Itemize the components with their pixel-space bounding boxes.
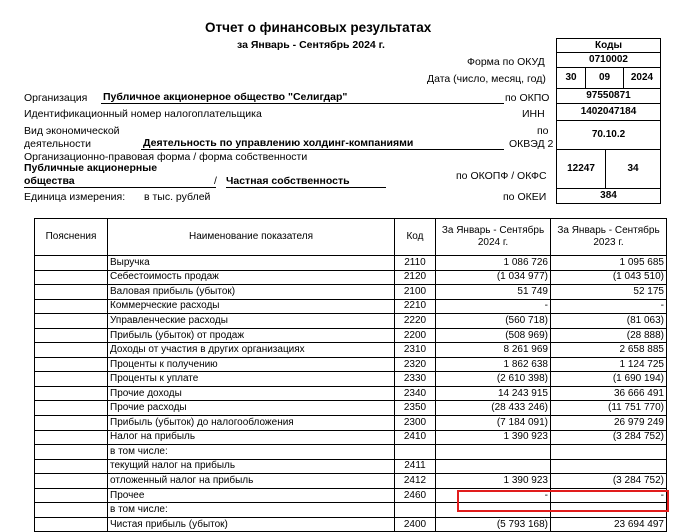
activity-label-1: Вид экономической xyxy=(24,125,120,137)
value-2023: (1 690 194) xyxy=(551,372,667,387)
indicator-name: Прочее xyxy=(108,488,395,503)
indicator-code: 2400 xyxy=(395,517,436,532)
value-2023: 36 666 491 xyxy=(551,386,667,401)
indicator-code: 2100 xyxy=(395,285,436,300)
col-code: Код xyxy=(395,219,436,256)
notes-cell xyxy=(35,517,108,532)
okud-value: 0710002 xyxy=(556,52,661,68)
indicator-name: Проценты к получению xyxy=(108,357,395,372)
indicator-name: Прочие расходы xyxy=(108,401,395,416)
okpo-value: 97550871 xyxy=(556,88,661,104)
indicator-code: 2210 xyxy=(395,299,436,314)
okved-value: 70.10.2 xyxy=(556,120,661,150)
indicator-name: Прибыль (убыток) от продаж xyxy=(108,328,395,343)
indicator-name: Доходы от участия в других организациях xyxy=(108,343,395,358)
col-2024: За Январь - Сентябрь 2024 г. xyxy=(436,219,551,256)
value-2023 xyxy=(551,445,667,460)
indicator-code: 2330 xyxy=(395,372,436,387)
notes-cell xyxy=(35,299,108,314)
indicator-code: 2460 xyxy=(395,488,436,503)
indicator-code xyxy=(395,445,436,460)
table-row xyxy=(35,343,667,358)
notes-cell xyxy=(35,372,108,387)
indicator-name: отложенный налог на прибыль xyxy=(108,474,395,489)
indicator-name: Коммерческие расходы xyxy=(108,299,395,314)
indicator-code: 2320 xyxy=(395,357,436,372)
indicator-name: Проценты к уплате xyxy=(108,372,395,387)
indicator-code: 2200 xyxy=(395,328,436,343)
activity-value: Деятельность по управлению холдинг-компаниями xyxy=(141,137,504,150)
value-2024 xyxy=(436,459,551,474)
indicator-name: в том числе: xyxy=(108,445,395,460)
notes-cell xyxy=(35,488,108,503)
legal-form-2: общества xyxy=(24,175,216,188)
indicator-code: 2310 xyxy=(395,343,436,358)
indicator-code: 2340 xyxy=(395,386,436,401)
indicator-name: текущий налог на прибыль xyxy=(108,459,395,474)
value-2023: (3 284 752) xyxy=(551,430,667,445)
value-2023: (28 888) xyxy=(551,328,667,343)
value-2023: (81 063) xyxy=(551,314,667,329)
okfs-value: 34 xyxy=(605,149,661,189)
notes-cell xyxy=(35,459,108,474)
indicator-code: 2120 xyxy=(395,270,436,285)
okved-label-1: по xyxy=(537,125,549,137)
inn-code-label: ИНН xyxy=(522,108,545,120)
table-row xyxy=(35,314,667,329)
indicator-code: 2350 xyxy=(395,401,436,416)
indicator-code: 2412 xyxy=(395,474,436,489)
col-indicator: Наименование показателя xyxy=(108,219,395,256)
okei-value: 384 xyxy=(556,188,661,204)
notes-cell xyxy=(35,503,108,518)
value-2024: (560 718) xyxy=(436,314,551,329)
codes-header: Коды xyxy=(556,38,661,53)
activity-label-2: деятельности xyxy=(24,138,91,150)
value-2023: 26 979 249 xyxy=(551,416,667,431)
indicator-name: в том числе: xyxy=(108,503,395,518)
table-row xyxy=(35,416,667,431)
value-2023: 2 658 885 xyxy=(551,343,667,358)
legal-slash: / xyxy=(214,175,217,187)
notes-cell xyxy=(35,430,108,445)
value-2024: (5 793 168) xyxy=(436,517,551,532)
okopf-value: 12247 xyxy=(556,149,606,189)
indicator-name: Налог на прибыль xyxy=(108,430,395,445)
value-2023: 1 124 725 xyxy=(551,357,667,372)
indicator-name: Прочие доходы xyxy=(108,386,395,401)
notes-cell xyxy=(35,256,108,271)
notes-cell xyxy=(35,357,108,372)
notes-cell xyxy=(35,285,108,300)
indicator-name: Управленческие расходы xyxy=(108,314,395,329)
table-row xyxy=(35,517,667,532)
value-2024: (28 433 246) xyxy=(436,401,551,416)
notes-cell xyxy=(35,343,108,358)
value-2024: 1 862 638 xyxy=(436,357,551,372)
date-label: Дата (число, месяц, год) xyxy=(427,73,546,85)
legal-form-label: Организационно-правовая форма / форма собственности xyxy=(24,151,308,163)
indicator-code: 2411 xyxy=(395,459,436,474)
notes-cell xyxy=(35,416,108,431)
unit-label: Единица измерения: xyxy=(24,191,126,203)
legal-form-1: Публичные акционерные xyxy=(24,162,158,174)
inn-label: Идентификационный номер налогоплательщика xyxy=(24,108,262,120)
indicator-name: Выручка xyxy=(108,256,395,271)
table-row xyxy=(35,328,667,343)
value-2024: 1 086 726 xyxy=(436,256,551,271)
table-row xyxy=(35,459,667,474)
value-2024: 51 749 xyxy=(436,285,551,300)
ownership-value: Частная собственность xyxy=(226,175,386,188)
table-row xyxy=(35,401,667,416)
indicator-code: 2220 xyxy=(395,314,436,329)
value-2023: - xyxy=(551,299,667,314)
table-row xyxy=(35,372,667,387)
report-period: за Январь - Сентябрь 2024 г. xyxy=(237,39,385,51)
value-2024: 8 261 969 xyxy=(436,343,551,358)
table-row xyxy=(35,430,667,445)
value-2023: (11 751 770) xyxy=(551,401,667,416)
value-2024: (508 969) xyxy=(436,328,551,343)
date-month: 09 xyxy=(585,67,624,89)
value-2023: 23 694 497 xyxy=(551,517,667,532)
value-2023: 1 095 685 xyxy=(551,256,667,271)
okopf-label: по ОКОПФ / ОКФС xyxy=(456,170,547,182)
indicator-code: 2300 xyxy=(395,416,436,431)
value-2024 xyxy=(436,445,551,460)
notes-cell xyxy=(35,270,108,285)
col-2023: За Январь - Сентябрь 2023 г. xyxy=(551,219,667,256)
indicator-name: Себестоимость продаж xyxy=(108,270,395,285)
value-2024: 1 390 923 xyxy=(436,474,551,489)
notes-cell xyxy=(35,314,108,329)
notes-cell xyxy=(35,328,108,343)
value-2023 xyxy=(551,459,667,474)
table-row xyxy=(35,474,667,489)
table-row xyxy=(35,357,667,372)
inn-value: 1402047184 xyxy=(556,103,661,121)
indicator-name: Чистая прибыль (убыток) xyxy=(108,517,395,532)
net-profit-highlight xyxy=(457,490,669,512)
value-2024: 14 243 915 xyxy=(436,386,551,401)
indicator-code xyxy=(395,503,436,518)
financial-results-table xyxy=(34,218,667,532)
table-row xyxy=(35,445,667,460)
table-header-row xyxy=(35,219,667,256)
indicator-name: Валовая прибыль (убыток) xyxy=(108,285,395,300)
table-row xyxy=(35,270,667,285)
okved-label-2: ОКВЭД 2 xyxy=(509,138,554,150)
unit-value: в тыс. рублей xyxy=(144,191,211,203)
notes-cell xyxy=(35,386,108,401)
table-row xyxy=(35,386,667,401)
table-row xyxy=(35,285,667,300)
date-day: 30 xyxy=(556,67,586,89)
value-2023: (1 043 510) xyxy=(551,270,667,285)
value-2024: (1 034 977) xyxy=(436,270,551,285)
value-2024: 1 390 923 xyxy=(436,430,551,445)
value-2023: (3 284 752) xyxy=(551,474,667,489)
okpo-label: по ОКПО xyxy=(505,92,550,104)
value-2024: (7 184 091) xyxy=(436,416,551,431)
notes-cell xyxy=(35,474,108,489)
okei-label: по ОКЕИ xyxy=(503,191,547,203)
indicator-name: Прибыль (убыток) до налогообложения xyxy=(108,416,395,431)
org-name: Публичное акционерное общество "Селигдар" xyxy=(101,91,504,104)
value-2023: - xyxy=(551,488,667,503)
indicator-code: 2110 xyxy=(395,256,436,271)
indicator-code: 2410 xyxy=(395,430,436,445)
report-title: Отчет о финансовых результатах xyxy=(205,20,432,35)
value-2023: 52 175 xyxy=(551,285,667,300)
value-2024: - xyxy=(436,488,551,503)
value-2024: - xyxy=(436,299,551,314)
value-2024: (2 610 398) xyxy=(436,372,551,387)
col-notes: Пояснения xyxy=(35,219,108,256)
table-row xyxy=(35,256,667,271)
notes-cell xyxy=(35,445,108,460)
okud-label: Форма по ОКУД xyxy=(467,56,545,68)
notes-cell xyxy=(35,401,108,416)
date-year: 2024 xyxy=(623,67,661,89)
org-label: Организация xyxy=(24,92,88,104)
table-row xyxy=(35,299,667,314)
